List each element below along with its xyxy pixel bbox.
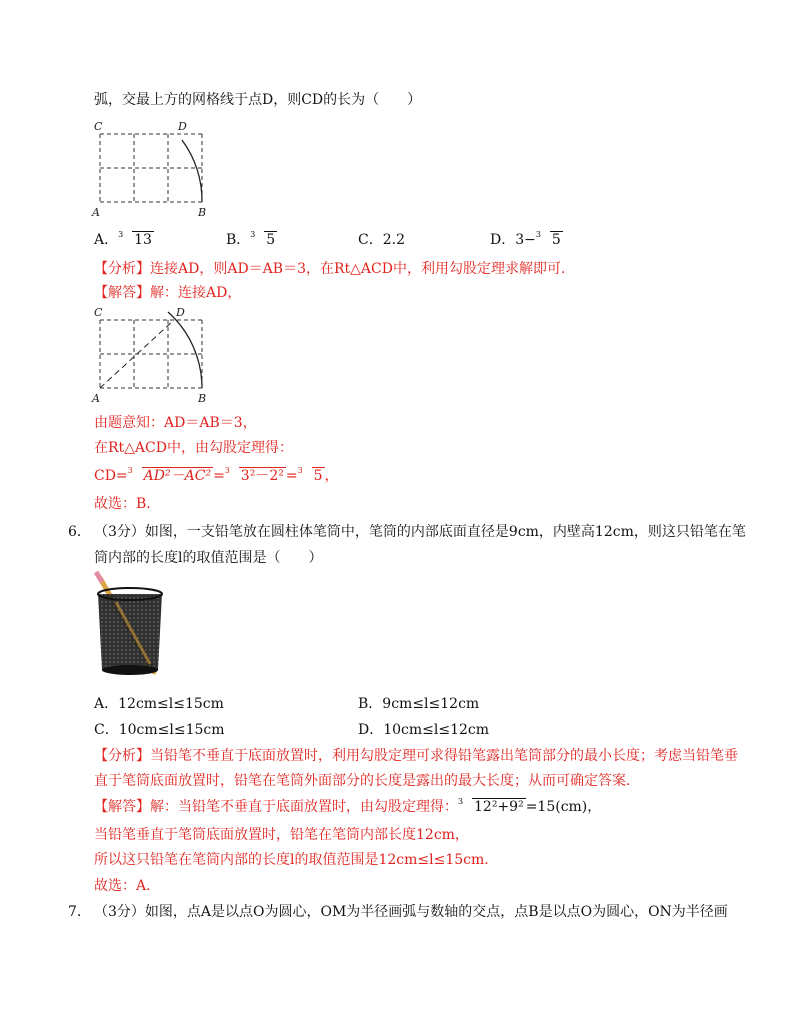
q6-answer-3: 所以这只铅笔在笔筒内部的长度l的取值范围是12cm≤l≤15cm．	[94, 852, 499, 868]
label-B: B	[198, 206, 207, 219]
q6-stem-2: 筒内部的长度l的取值范围是（ ）	[94, 550, 323, 566]
q6-number: 6．	[68, 524, 91, 540]
q6-option-d: D．10cm≤l≤12cm	[358, 722, 490, 738]
q6-choose: 故选：A．	[94, 878, 161, 894]
q5-line2: 在Rt△ACD中，由勾股定理得：	[94, 440, 293, 456]
q6-option-a: A．12cm≤l≤15cm	[94, 696, 224, 712]
q5-solution-figure	[92, 306, 212, 406]
q6-analysis-1: 【分析】当铅笔不垂直于底面放置时，利用勾股定理可求得铅笔露出笔筒部分的最小长度；考虑当铅笔垂	[94, 748, 738, 764]
q5-option-c: C．2.2	[358, 232, 405, 248]
q6-analysis-2: 直于笔筒底面放置时，铅笔在笔筒外面部分的长度是露出的最大长度；从而可确定答案．	[94, 773, 640, 789]
q5-line1: 由题意知：AD＝AB＝3，	[94, 415, 257, 431]
q5-analysis: 【分析】连接AD，则AD＝AB＝3，在Rt△ACD中，利用勾股定理求解即可．	[94, 261, 575, 277]
q6-option-b: B．9cm≤l≤12cm	[358, 696, 480, 712]
label-A: A	[92, 206, 100, 219]
q7-stem-1: （3分）如图，点A是以点O为圆心，OM为半径画弧与数轴的交点，点B是以点O为圆心，ON为半径画	[94, 904, 728, 920]
q7-number: 7．	[68, 904, 91, 920]
label-C2: C	[94, 306, 103, 319]
q6-answer-2: 当铅笔垂直于笔筒底面放置时，铅笔在笔筒内部长度12cm，	[94, 827, 469, 843]
q6-stem-1: （3分）如图，一支铅笔放在圆柱体笔筒中，笔筒的内部底面直径是9cm，内壁高12cm，则这只铅笔在笔	[94, 524, 746, 540]
label-D: D	[178, 120, 187, 133]
pencil-cup-image	[92, 572, 168, 680]
label-B2: B	[198, 392, 207, 405]
label-D2: D	[176, 306, 185, 319]
label-C: C	[94, 120, 103, 133]
q5-option-a: A． 3 13	[94, 230, 152, 248]
q5-option-b: B． 3 5	[226, 230, 276, 248]
q5-line3: CD= 3 AD²－AC² = 3 3²－2² = 3 5 ，	[94, 466, 339, 484]
q6-option-c: C．10cm≤l≤15cm	[94, 722, 225, 738]
label-A2: A	[92, 392, 100, 405]
q5-option-d: D．3− 3 5	[490, 230, 561, 248]
q5-answer-intro: 【解答】解：连接AD，	[94, 285, 242, 301]
q5-stem-tail: 弧，交最上方的网格线于点D，则CD的长为（ ）	[94, 92, 422, 108]
q5-grid-figure	[92, 120, 212, 220]
q5-choose: 故选：B．	[94, 496, 161, 512]
q6-answer-1: 【解答】解：当铅笔不垂直于底面放置时，由勾股定理得： 3 12²+9² =15(cm)，	[94, 797, 602, 815]
